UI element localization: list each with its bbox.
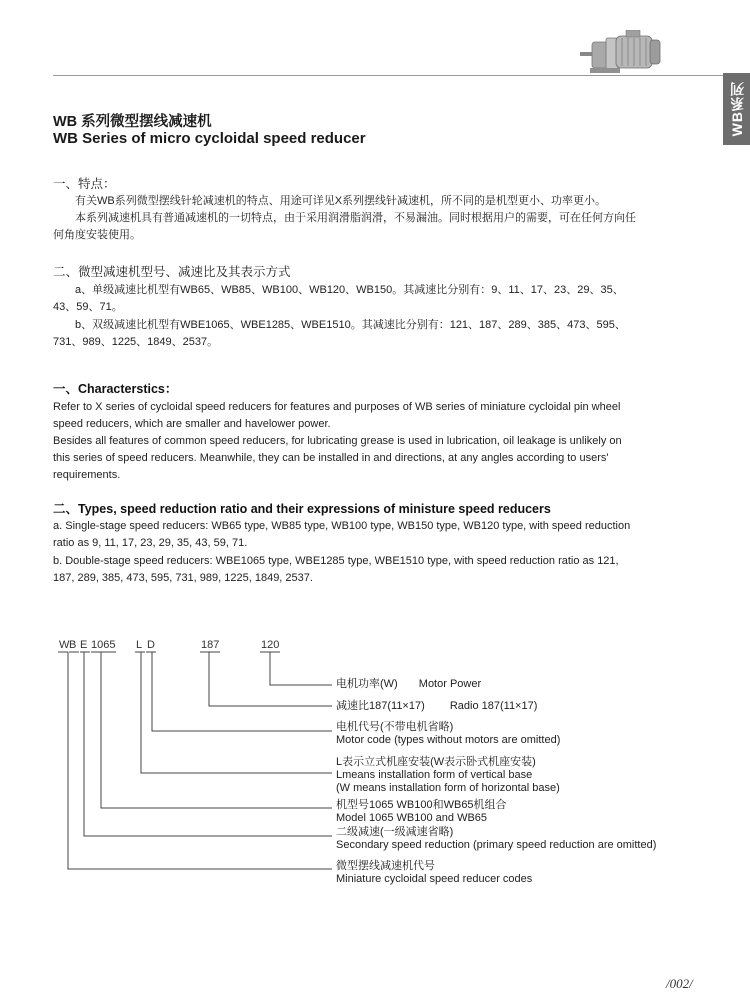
code-d: D [147,639,155,651]
code-model: 1065 [91,639,116,651]
label-codes: 微型摆线减速机代号 Miniature cycloidal speed reducer codes [336,860,533,885]
code-ratio: 187 [201,639,220,651]
label-installation: L表示立式机座安装(W表示卧式机座安装) Lmeans installation form of vertical base (W means installation form of horizontal base) [336,756,560,794]
code-l: L [136,639,143,651]
section1-en-p2: Besides all features of common speed reducers, for lubricating grease is used in lubrication, oil leakage is unlikely on this series of speed reducers. Meanwhile, they can be installed in and directions, at any angles according to users' requirements. [53,435,622,481]
section2-cn-heading: 二、微型减速机型号、减速比及其表示方式 [53,265,291,279]
label-secondary: 二级减速(一级减速省略) Secondary speed reduction (primary speed reduction are omitted) [336,826,657,851]
page-number: /002/ [666,976,693,991]
section1-en-heading: 一、Characterstics： [53,382,178,396]
section1-cn-p2: 本系列减速机具有普通减速机的一切特点，由于采用润滑脂润滑，不易漏油。同时根据用户的需要，可在任何方向任何角度安装使用。 [53,212,636,241]
section1-cn-heading: 一、特点： [53,177,116,191]
code-e: E [80,639,88,651]
label-model: 机型号1065 WB100和WB65机组合 Model 1065 WB100 and WB65 [336,799,507,824]
section2-en-a: a. Single-stage speed reducers: WB65 type, WB85 type, WB100 type, WB150 type, WB120 type, with speed reduction ratio as 9, 11, 17, 23, 29, 35, 43, 59, 71. [53,520,631,549]
code-w: W [59,639,70,651]
label-motor-power: 电机功率(W) Motor Power [336,678,482,690]
section1-en-p1: Refer to X series of cycloidal speed reducers for features and purposes of WB series of miniature cycloidal pin wheel speed reducers, which are smaller and havelower power. [53,401,621,430]
section2-cn-b: b、双级减速比机型有WBE1065、WBE1285、WBE1510。其减速比分别有：121、187、289、385、473、595、731、989、1225、1849、2537。 [53,319,626,348]
label-ratio: 减速比187(11×17) Radio 187(11×17) [336,700,538,712]
title-english: WB Series of micro cycloidal speed reducer [53,130,366,147]
label-motor-code: 电机代号(不带电机省略) Motor code (types without motors are omitted) [336,721,561,746]
code-power: 120 [261,639,280,651]
section1-cn-p1: 有关WB系列微型摆线针轮减速机的特点、用途可详见X系列摆线针减速机，所不同的是机型更小、功率更小。 [75,195,607,207]
section2-cn-a: a、单级减速比机型有WB65、WB85、WB100、WB120、WB150。其减速比分别有：9、11、17、23、29、35、43、59、71。 [53,284,624,313]
section2-en-heading: 二、Types, speed reduction ratio and their expressions of ministure speed reducers [53,502,551,516]
side-tab-label: WB系列 [728,81,745,137]
title-chinese: WB 系列微型摆线减速机 [53,114,212,130]
section2-en-b: b. Double-stage speed reducers: WBE1065 type, WBE1285 type, WBE1510 type, with speed reduction ratio as 121, 187, 289, 385, 473, 595, 731, 989, 1225, 1849, 2537. [53,555,619,584]
code-b: B [69,639,77,651]
